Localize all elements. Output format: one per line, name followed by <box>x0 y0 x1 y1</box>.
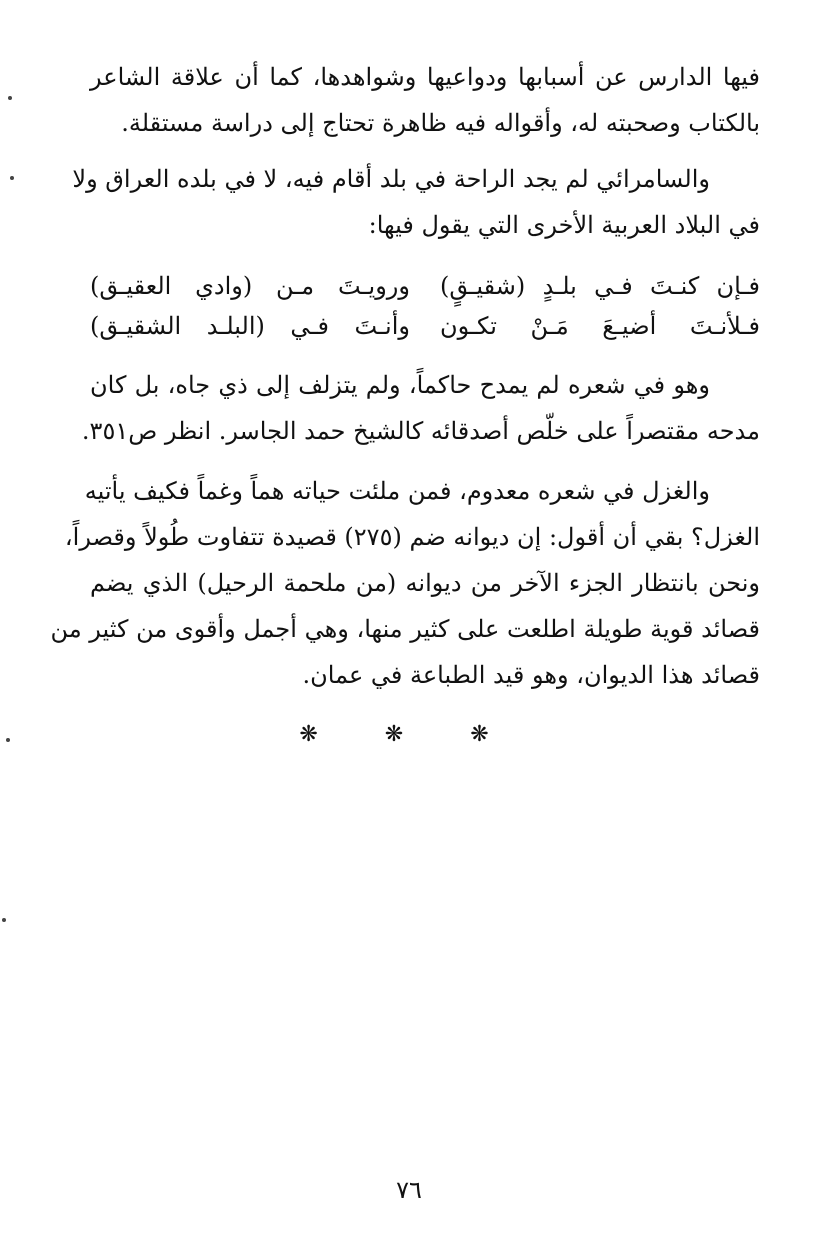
scan-speck <box>10 176 14 180</box>
verse-second-hemistich: وأنـتَ فـي (البلـد الشقيـق) <box>90 312 410 340</box>
text-line: ونحن بانتظار الجزء الآخر من ديوانه (من ملحمة الرحيل) الذي يضم <box>90 569 760 597</box>
text-line: وهو في شعره لم يمدح حاكماً، ولم يتزلف إلى ذي جاه، بل كان <box>90 371 710 399</box>
text-line: مدحه مقتصراً على خلّص أصدقائه كالشيخ حمد الجاسر. انظر ص٣٥١. <box>81 417 760 445</box>
verse-second-hemistich: ورويـتَ مـن (وادي العقيـق) <box>90 272 410 300</box>
text-line: الغزل؟ بقي أن أقول: إن ديوانه ضم (٢٧٥) قصيدة تتفاوت طُولاً وقصراً، <box>64 523 760 551</box>
text-line: قصائد قوية طويلة اطلعت على كثير منها، وهي أجمل وأقوى من كثير من <box>50 615 760 643</box>
text-line: بالكتاب وصحبته له، وأقواله فيه ظاهرة تحتاج إلى دراسة مستقلة. <box>121 109 760 137</box>
text-line: فيها الدارس عن أسبابها ودواعيها وشواهدها، كما أن علاقة الشاعر <box>90 63 761 91</box>
text-line: والسامرائي لم يجد الراحة في بلد أقام فيه، لا في بلده العراق ولا <box>72 165 710 193</box>
section-separator: ❋ ❋ ❋ <box>299 722 519 747</box>
paragraph-ghazal <box>50 468 760 698</box>
text-line: قصائد هذا الديوان، وهو قيد الطباعة في عمان. <box>302 661 760 689</box>
verse-first-hemistich: فـلأنـتَ أضيـعَ مَـنْ تكـون <box>440 312 760 340</box>
text-line: في البلاد العربية الأخرى التي يقول فيها: <box>368 211 760 239</box>
verse-first-hemistich: فـإن كنـتَ فـي بلـدٍ (شقيـقٍ) <box>440 272 760 300</box>
verse-line <box>90 306 760 346</box>
paragraph-samarrai <box>72 156 760 248</box>
scan-speck <box>8 96 12 100</box>
page-number: ٧٦ <box>396 1176 422 1204</box>
text-line: والغزل في شعره معدوم، فمن ملئت حياته هماً وغماً فكيف يأتيه <box>84 477 710 505</box>
verse-line <box>90 266 760 306</box>
paragraph-praise <box>81 362 760 454</box>
paragraph-continuation <box>90 54 760 146</box>
scan-speck <box>2 918 6 922</box>
